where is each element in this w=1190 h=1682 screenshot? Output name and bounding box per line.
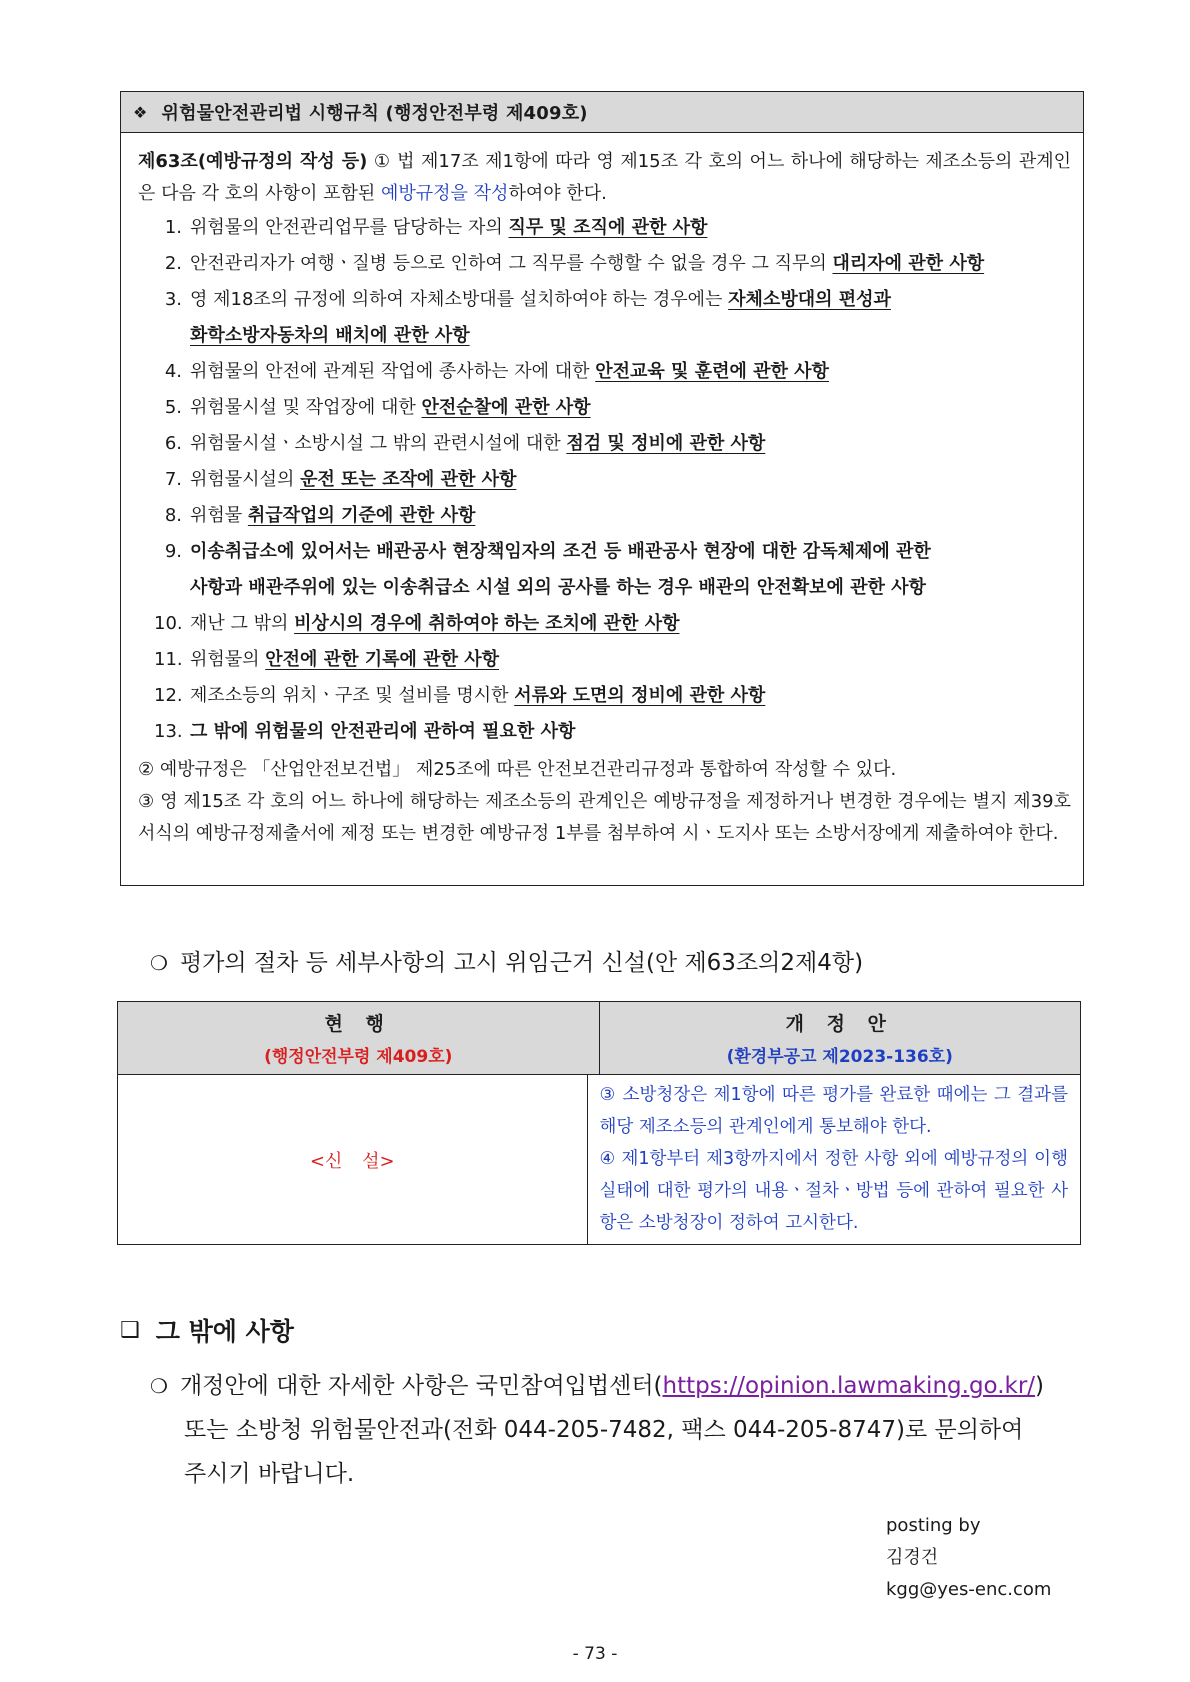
header-amendment-title: 개 정 안 <box>785 1013 894 1035</box>
header-amendment-sub: (환경부공고 제2023-136호) <box>726 1047 953 1067</box>
article-item-emphasis: 안전순찰에 관한 사항 <box>421 397 591 418</box>
law-box-title: 위험물안전관리법 시행규칙 (행정안전부령 제409호) <box>161 103 588 124</box>
article-item-emphasis: 안전에 관한 기록에 관한 사항 <box>265 649 500 670</box>
current-cell-text: <신 설> <box>309 1150 395 1172</box>
lawmaking-link[interactable]: https://opinion.lawmaking.go.kr/ <box>662 1373 1036 1399</box>
article-item-plain: 위험물의 <box>190 649 266 670</box>
posting-label: posting by <box>886 1515 981 1536</box>
article-item <box>138 534 1071 570</box>
article-item-text <box>190 462 1071 498</box>
article-item-text <box>190 210 1071 246</box>
contact-line-2: 또는 소방청 위험물안전과(전화 044-205-7482, 팩스 044-205-8747)로 문의하여 <box>184 1417 1024 1443</box>
article-item <box>138 354 1071 390</box>
article-item-text <box>190 426 1071 462</box>
contact-text-2: ) <box>1035 1373 1045 1399</box>
article-item <box>138 426 1071 462</box>
law-box-body <box>121 133 1083 850</box>
header-amendment <box>599 1002 1081 1074</box>
posting-author: 김경건 <box>886 1547 939 1568</box>
page-number: - 73 - <box>572 1644 618 1664</box>
contact-paragraph <box>150 1364 1085 1496</box>
contact-line-1 <box>150 1364 1085 1408</box>
article-item-bold: 이송취급소에 있어서는 배관공사 현장책임자의 조건 등 배관공사 현장에 대한 감독체제에 관한 <box>190 541 931 562</box>
article-item-plain: 위험물 <box>190 505 248 526</box>
circle-bullet-icon: ❍ <box>150 1374 168 1398</box>
article-item-plain: 재난 그 밖의 <box>190 613 295 634</box>
square-bullet-icon: ❑ <box>120 1317 140 1343</box>
circle-bullet-icon: ❍ <box>150 951 168 975</box>
article-item-text <box>190 246 1071 282</box>
article-item-plain: 위험물시설 및 작업장에 대한 <box>190 397 422 418</box>
article-number: 제63조(예방규정의 작성 등) <box>138 151 368 172</box>
header-current-title: 현 행 <box>324 1013 392 1035</box>
amendment-cell <box>587 1075 1081 1244</box>
comparison-table-header <box>118 1002 1080 1075</box>
article-item <box>138 642 1071 678</box>
diamond-bullet-icon: ❖ <box>133 102 148 122</box>
amendment-clause-3: ③ 소방청장은 제1항에 따른 평가를 완료한 때에는 그 결과를 해당 제조소등의 관계인에게 통보해야 한다. <box>599 1085 1068 1137</box>
section-heading-text: 평가의 절차 등 세부사항의 고시 위임근거 신설(안 제63조의2제4항) <box>179 950 864 976</box>
article-item-plain: 위험물의 안전에 관계된 작업에 종사하는 자에 대한 <box>190 361 596 382</box>
contact-line-3: 주시기 바랍니다. <box>184 1461 355 1487</box>
article-item-number: 12. <box>154 685 183 706</box>
contact-text-1: 개정안에 대한 자세한 사항은 국민참여입법센터( <box>179 1373 663 1399</box>
law-box-header <box>121 92 1083 133</box>
article-item-plain: 위험물시설의 <box>190 469 301 490</box>
article-item-text <box>190 678 1071 714</box>
clause-2: ② 예방규정은 「산업안전보건법」 제25조에 따른 안전보건관리규정과 통합하여 작성할 수 있다. <box>138 759 897 780</box>
article-item-emphasis: 서류와 도면의 정비에 관한 사항 <box>514 685 766 706</box>
article-item-number: 10. <box>154 613 183 634</box>
article-item-emphasis: 취급작업의 기준에 관한 사항 <box>247 505 476 526</box>
article-item-number: 4. <box>164 361 182 382</box>
article-item-number: 8. <box>164 505 182 526</box>
article-item-number: 7. <box>164 469 182 490</box>
article-item <box>138 246 1071 282</box>
article-intro-highlight: 예방규정을 작성 <box>381 183 509 204</box>
article-item-number: 2. <box>164 253 182 274</box>
article-item-text <box>190 606 1071 642</box>
article-item-text <box>190 390 1071 426</box>
posting-credit <box>886 1510 1051 1606</box>
article-item <box>138 282 1071 318</box>
header-current-sub: (행정안전부령 제409호) <box>264 1047 453 1067</box>
article-item-plain: 위험물시설ㆍ소방시설 그 밖의 관련시설에 대한 <box>190 433 567 454</box>
article-item-text <box>190 534 1071 570</box>
article-item-plain: 영 제18조의 규정에 의하여 자체소방대를 설치하여야 하는 경우에는 <box>190 289 729 310</box>
article-item-number: 6. <box>164 433 182 454</box>
amendment-clause-4: ④ 제1항부터 제3항까지에서 정한 사항 외에 예방규정의 이행실태에 대한 평가의 내용ㆍ절차ㆍ방법 등에 관하여 필요한 사항은 소방청장이 정하여 고시한다. <box>599 1149 1068 1233</box>
article-item <box>138 462 1071 498</box>
article-item-emphasis: 점검 및 정비에 관한 사항 <box>566 433 766 454</box>
article-item-plain: 제조소등의 위치ㆍ구조 및 설비를 명시한 <box>190 685 515 706</box>
comparison-table <box>117 1001 1081 1245</box>
article-item-plain: 안전관리자가 여행ㆍ질병 등으로 인하여 그 직무를 수행할 수 없을 경우 그 직무의 <box>190 253 833 274</box>
article-item-number: 3. <box>164 289 182 310</box>
posting-email: kgg@yes-enc.com <box>886 1579 1052 1600</box>
article-item <box>138 390 1071 426</box>
article-item-text <box>190 282 1071 318</box>
current-cell <box>118 1075 587 1244</box>
article-item-number: 11. <box>154 649 183 670</box>
section-heading <box>150 947 863 979</box>
other-heading-text: 그 밖에 사항 <box>155 1317 294 1346</box>
article-item-number: 9. <box>164 541 182 562</box>
article-item <box>138 714 1071 750</box>
law-excerpt-box <box>120 91 1084 886</box>
article-item-text <box>190 498 1071 534</box>
header-current <box>118 1002 599 1074</box>
article-item-text <box>190 714 1071 750</box>
article-item-bold: 사항과 배관주위에 있는 이송취급소 시설 외의 공사를 하는 경우 배관의 안전확보에 관한 사항 <box>190 577 926 598</box>
article-item-continuation <box>138 318 1071 354</box>
article-item-number: 5. <box>164 397 182 418</box>
article-item-emphasis: 화학소방자동차의 배치에 관한 사항 <box>190 325 470 346</box>
comparison-table-row <box>118 1075 1080 1244</box>
article-item-text <box>190 354 1071 390</box>
article-item-number: 1. <box>164 217 182 238</box>
article-intro-end: 하여야 한다. <box>508 183 607 204</box>
article-item <box>138 498 1071 534</box>
article-item-text <box>190 642 1071 678</box>
article-item-emphasis: 안전교육 및 훈련에 관한 사항 <box>595 361 829 382</box>
article-item-continuation <box>138 570 1071 606</box>
article-item <box>138 606 1071 642</box>
article-item-emphasis: 대리자에 관한 사항 <box>832 253 985 274</box>
article-intro-text: ① 법 제17조 제1항에 따라 영 제15조 각 호의 어느 하나에 해당하는 제조소등의 관계인은 다음 각 호의 사항이 포함된 <box>138 151 1071 204</box>
article-items-list <box>138 210 1071 750</box>
other-heading <box>120 1312 294 1348</box>
article-intro <box>138 146 1071 210</box>
article-item <box>138 678 1071 714</box>
clause-3: ③ 영 제15조 각 호의 어느 하나에 해당하는 제조소등의 관계인은 예방규정을 제정하거나 변경한 경우에는 별지 제39호서식의 예방규정제출서에 제정 또는 변경한 예방규정 1부를 첨부하여 시ㆍ도지사 또는 소방서장에게 제출하여야 한다. <box>138 791 1071 844</box>
article-item-bold: 그 밖에 위험물의 안전관리에 관하여 필요한 사항 <box>190 721 576 742</box>
article-item-emphasis: 직무 및 조직에 관한 사항 <box>508 217 708 238</box>
article-item-number: 13. <box>154 721 183 742</box>
article-item-emphasis: 자체소방대의 편성과 <box>728 289 891 310</box>
article-item-plain: 위험물의 안전관리업무를 담당하는 자의 <box>190 217 509 238</box>
article-item-emphasis: 운전 또는 조작에 관한 사항 <box>300 469 517 490</box>
article-item <box>138 210 1071 246</box>
article-item-emphasis: 비상시의 경우에 취하여야 하는 조치에 관한 사항 <box>294 613 680 634</box>
